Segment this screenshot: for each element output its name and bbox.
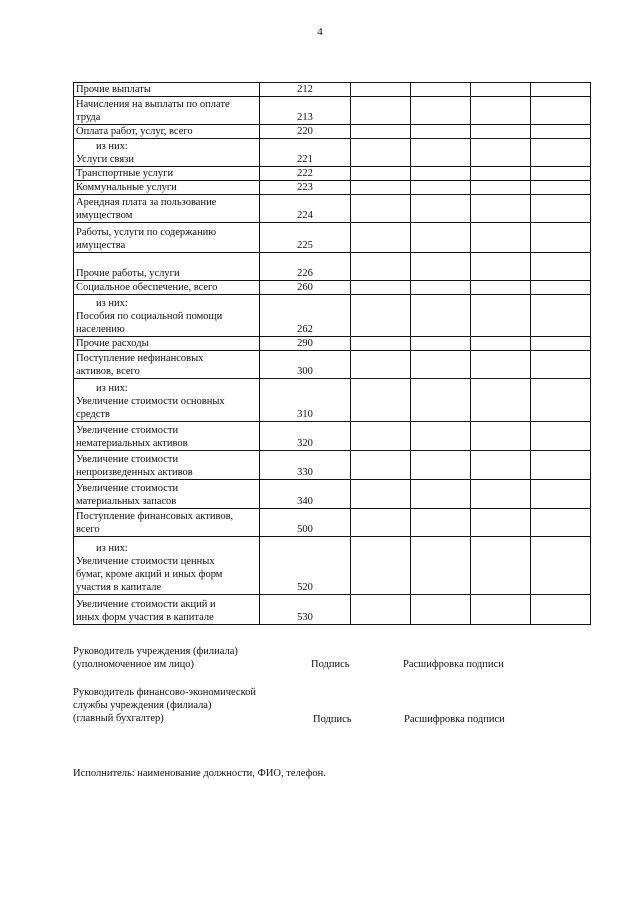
row-name-line: бумаг, кроме акций и иных форм xyxy=(76,569,223,580)
expense-table xyxy=(73,82,591,625)
amount-cell xyxy=(411,139,471,167)
row-name-line: средств xyxy=(76,409,110,420)
row-name xyxy=(74,253,260,281)
amount-cell xyxy=(351,125,411,139)
amount-cell xyxy=(411,480,471,509)
row-code: 225 xyxy=(260,223,351,253)
amount-cell xyxy=(351,223,411,253)
finance-title-3: (главный бухгалтер) xyxy=(73,713,164,724)
amount-cell xyxy=(471,139,531,167)
row-name-line: Увеличение стоимости xyxy=(76,454,179,465)
amount-cell xyxy=(471,422,531,451)
finance-sign-label: Подпись xyxy=(313,714,352,725)
amount-cell xyxy=(411,125,471,139)
amount-cell xyxy=(471,281,531,295)
amount-cell xyxy=(411,337,471,351)
row-code: 340 xyxy=(260,480,351,509)
row-name xyxy=(74,97,260,125)
amount-cell xyxy=(351,181,411,195)
amount-cell xyxy=(531,337,591,351)
row-name xyxy=(74,595,260,625)
row-name-line: Поступление финансовых активов, xyxy=(76,511,234,522)
amount-cell xyxy=(411,451,471,480)
amount-cell xyxy=(471,253,531,281)
amount-cell xyxy=(531,195,591,223)
row-name-line: из них: xyxy=(96,383,128,394)
amount-cell xyxy=(351,351,411,379)
row-name-line: непроизведенных активов xyxy=(76,467,193,478)
amount-cell xyxy=(471,337,531,351)
amount-cell xyxy=(351,480,411,509)
amount-cell xyxy=(471,509,531,537)
row-code: 223 xyxy=(260,181,351,195)
amount-cell xyxy=(411,537,471,595)
row-name xyxy=(74,195,260,223)
row-code: 221 xyxy=(260,139,351,167)
amount-cell xyxy=(411,509,471,537)
row-name-line: Поступление нефинансовых xyxy=(76,353,204,364)
table-row xyxy=(74,223,591,253)
row-name xyxy=(74,379,260,422)
amount-cell xyxy=(471,125,531,139)
row-name xyxy=(74,422,260,451)
amount-cell xyxy=(471,295,531,337)
page-number: 4 xyxy=(317,26,323,38)
row-name-line: Работы, услуги по содержанию xyxy=(76,227,217,238)
amount-cell xyxy=(411,181,471,195)
amount-cell xyxy=(531,509,591,537)
row-name xyxy=(74,281,260,295)
table-row xyxy=(74,253,591,281)
row-name-line: Увеличение стоимости основных xyxy=(76,396,225,407)
amount-cell xyxy=(411,281,471,295)
row-name-line: нематериальных активов xyxy=(76,438,188,449)
finance-title-2: службы учреждения (филиала) xyxy=(73,700,212,711)
row-name-line: иных форм участия в капитале xyxy=(76,612,214,623)
amount-cell xyxy=(471,97,531,125)
row-name-line: участия в капитале xyxy=(76,582,162,593)
amount-cell xyxy=(351,422,411,451)
row-code: 290 xyxy=(260,337,351,351)
amount-cell xyxy=(531,167,591,181)
row-name xyxy=(74,295,260,337)
row-code: 262 xyxy=(260,295,351,337)
amount-cell xyxy=(471,379,531,422)
amount-cell xyxy=(411,295,471,337)
row-code: 500 xyxy=(260,509,351,537)
amount-cell xyxy=(531,351,591,379)
amount-cell xyxy=(351,295,411,337)
finance-title-1: Руководитель финансово-экономической xyxy=(73,687,257,698)
row-code: 226 xyxy=(260,253,351,281)
expense-table-body xyxy=(74,83,591,625)
amount-cell xyxy=(351,83,411,97)
amount-cell xyxy=(531,281,591,295)
amount-cell xyxy=(531,223,591,253)
row-code: 224 xyxy=(260,195,351,223)
amount-cell xyxy=(531,480,591,509)
row-name xyxy=(74,125,260,139)
finance-signature-block xyxy=(73,686,256,725)
row-name-line: Услуги связи xyxy=(76,154,134,165)
row-name xyxy=(74,167,260,181)
amount-cell xyxy=(531,295,591,337)
amount-cell xyxy=(471,181,531,195)
table-row xyxy=(74,595,591,625)
head-subtitle: (уполномоченное им лицо) xyxy=(73,659,194,670)
row-code: 320 xyxy=(260,422,351,451)
row-name-line: населению xyxy=(76,324,125,335)
table-row xyxy=(74,125,591,139)
amount-cell xyxy=(351,451,411,480)
row-name xyxy=(74,181,260,195)
table-row xyxy=(74,351,591,379)
amount-cell xyxy=(531,253,591,281)
row-name-line: Прочие выплаты xyxy=(76,84,151,95)
row-name-line: Пособия по социальной помощи xyxy=(76,311,223,322)
amount-cell xyxy=(411,195,471,223)
row-name-line: Коммунальные услуги xyxy=(76,182,177,193)
amount-cell xyxy=(471,351,531,379)
row-name-line: из них: xyxy=(96,298,128,309)
table-row xyxy=(74,509,591,537)
amount-cell xyxy=(471,83,531,97)
amount-cell xyxy=(531,97,591,125)
row-name-line: Увеличение стоимости xyxy=(76,425,179,436)
amount-cell xyxy=(351,379,411,422)
amount-cell xyxy=(411,223,471,253)
row-name-line: активов, всего xyxy=(76,366,140,377)
row-name xyxy=(74,537,260,595)
row-name-line: Оплата работ, услуг, всего xyxy=(76,126,193,137)
amount-cell xyxy=(531,181,591,195)
row-code: 520 xyxy=(260,537,351,595)
row-name-line: Увеличение стоимости ценных xyxy=(76,556,215,567)
row-name-line: Прочие работы, услуги xyxy=(76,268,180,279)
row-name-line: Социальное обеспечение, всего xyxy=(76,282,218,293)
table-row xyxy=(74,139,591,167)
head-decode-label: Расшифровка подписи xyxy=(403,659,504,670)
amount-cell xyxy=(471,537,531,595)
table-row xyxy=(74,480,591,509)
amount-cell xyxy=(471,595,531,625)
row-name-line: Увеличение стоимости xyxy=(76,483,179,494)
amount-cell xyxy=(531,83,591,97)
amount-cell xyxy=(471,167,531,181)
row-code: 300 xyxy=(260,351,351,379)
amount-cell xyxy=(411,97,471,125)
amount-cell xyxy=(471,223,531,253)
row-name-line: имущества xyxy=(76,240,126,251)
row-name-line: труда xyxy=(76,112,101,123)
amount-cell xyxy=(411,379,471,422)
table-row xyxy=(74,181,591,195)
row-name-line: Транспортные услуги xyxy=(76,168,174,179)
row-name xyxy=(74,351,260,379)
table-row xyxy=(74,337,591,351)
amount-cell xyxy=(411,351,471,379)
row-name-line: из них: xyxy=(96,543,128,554)
amount-cell xyxy=(351,509,411,537)
row-code: 310 xyxy=(260,379,351,422)
amount-cell xyxy=(351,195,411,223)
head-sign-label: Подпись xyxy=(311,659,350,670)
row-code: 220 xyxy=(260,125,351,139)
table-row xyxy=(74,422,591,451)
amount-cell xyxy=(351,139,411,167)
table-row xyxy=(74,451,591,480)
row-name xyxy=(74,223,260,253)
amount-cell xyxy=(411,595,471,625)
amount-cell xyxy=(531,125,591,139)
row-name xyxy=(74,451,260,480)
table-row xyxy=(74,537,591,595)
amount-cell xyxy=(411,83,471,97)
amount-cell xyxy=(411,167,471,181)
row-name-line: Арендная плата за пользование xyxy=(76,197,217,208)
row-name xyxy=(74,480,260,509)
row-code: 330 xyxy=(260,451,351,480)
table-row xyxy=(74,83,591,97)
amount-cell xyxy=(411,253,471,281)
row-name-line: имуществом xyxy=(76,210,133,221)
amount-cell xyxy=(471,451,531,480)
amount-cell xyxy=(351,167,411,181)
row-code: 530 xyxy=(260,595,351,625)
amount-cell xyxy=(471,480,531,509)
table-row xyxy=(74,379,591,422)
amount-cell xyxy=(351,253,411,281)
amount-cell xyxy=(351,337,411,351)
row-name-line: материальных запасов xyxy=(76,496,177,507)
row-code: 222 xyxy=(260,167,351,181)
row-code: 213 xyxy=(260,97,351,125)
head-title: Руководитель учреждения (филиала) xyxy=(73,646,238,657)
amount-cell xyxy=(471,195,531,223)
table-row xyxy=(74,281,591,295)
table-row xyxy=(74,295,591,337)
row-name xyxy=(74,83,260,97)
table-row xyxy=(74,195,591,223)
row-name xyxy=(74,509,260,537)
row-code: 212 xyxy=(260,83,351,97)
row-name-line: Увеличение стоимости акций и xyxy=(76,599,216,610)
row-name xyxy=(74,337,260,351)
executor-line: Исполнитель: наименование должности, ФИО, телефон. xyxy=(73,768,326,779)
row-name-line: всего xyxy=(76,524,100,535)
amount-cell xyxy=(531,379,591,422)
amount-cell xyxy=(411,422,471,451)
row-name xyxy=(74,139,260,167)
head-signature-block xyxy=(73,645,238,671)
row-name-line: Прочие расходы xyxy=(76,338,149,349)
row-code: 260 xyxy=(260,281,351,295)
amount-cell xyxy=(351,281,411,295)
amount-cell xyxy=(351,97,411,125)
finance-decode-label: Расшифровка подписи xyxy=(404,714,505,725)
table-row xyxy=(74,167,591,181)
amount-cell xyxy=(531,422,591,451)
amount-cell xyxy=(531,451,591,480)
amount-cell xyxy=(351,537,411,595)
amount-cell xyxy=(531,139,591,167)
table-row xyxy=(74,97,591,125)
row-name-line: Начисления на выплаты по оплате xyxy=(76,99,230,110)
amount-cell xyxy=(531,537,591,595)
amount-cell xyxy=(531,595,591,625)
row-name-line: из них: xyxy=(96,141,128,152)
amount-cell xyxy=(351,595,411,625)
